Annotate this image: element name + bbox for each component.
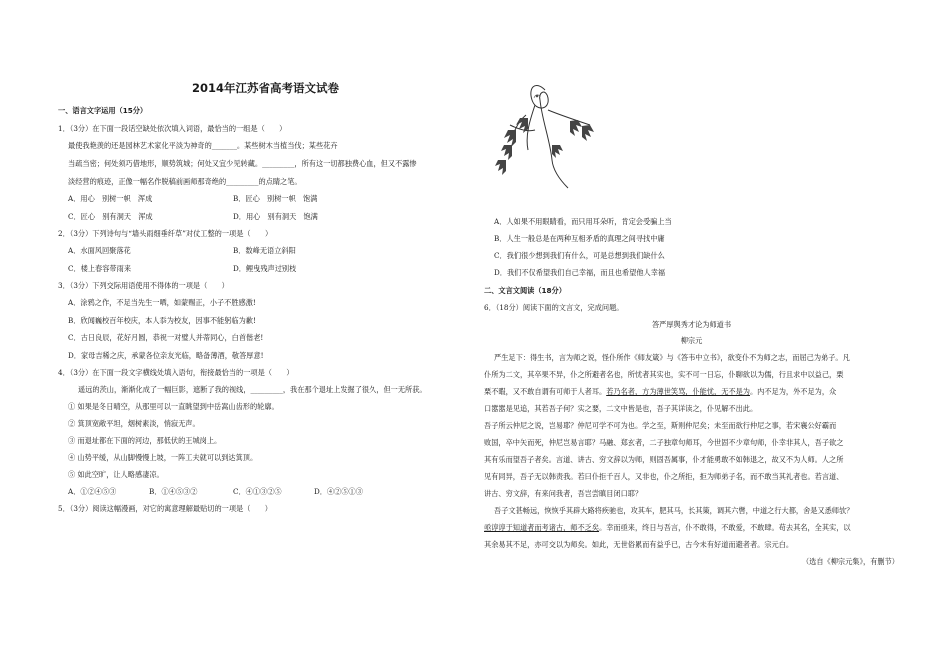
cartoon-illustration — [490, 70, 610, 200]
q1-option-a: A．用心 别树一帜 浑成 — [68, 194, 153, 203]
q2-option-c: C．楼上春容带雨来 — [68, 264, 132, 273]
q5-option-b: B．人生一般总是在两种互相矛盾的真理之间寻找中庸 — [494, 234, 665, 243]
q2-stem: 2．（3分）下列诗句与“墙头雨细垂纤草”对仗工整的一项是（ ） — [58, 229, 273, 238]
underlined-sentence: 若乃名者，方为薄世笑骂，仆能忧，无不是为 — [606, 387, 750, 396]
essay-line: 严生足下：得生书，言为师之说，怪仆所作《师友箴》与《答韦中立书》，欲变仆不为师之志，而屈己为弟子。凡 — [494, 353, 850, 362]
q1-passage-line: 淡经营的痕迹，正像一幅名作脱稿前画师那奇绝的_________的点睛之笔。 — [68, 177, 302, 186]
q1-stem: 1．（3分）在下面一段话空缺处依次填入词语，最恰当的一组是（ ） — [58, 124, 287, 133]
section2-heading: 二、文言文阅读（18分） — [484, 286, 566, 295]
q5-option-d: D．我们不仅希望我们自己幸福，而且也希望他人幸福 — [494, 268, 666, 277]
essay-line: 讲古、穷文辞，有来问我者，吾岂尝瞋目闭口耶？ — [484, 489, 643, 498]
essay-line: 见有同异，吾子无以韩责我。若曰仆拒千百人，又非也，仆之所拒，拒为师弟子名，而不敢当其礼者也。若言道、 — [484, 472, 844, 481]
q4-option-a: A．①②④⑤③ — [68, 487, 117, 496]
essay-line: 口嚣嚣是见追，其若吾子何？实之要，二文中皆是也，吾子其详读之，仆见解不出此。 — [484, 404, 758, 413]
q3-option-c: C．古日良辰，花好月圆，恭祝一对璧人并蒂同心，白首偕老! — [68, 333, 264, 342]
q4-sentence: ② 箕顶宽敞平坦，烟树素淡，悄寂无声。 — [68, 419, 200, 428]
section1-heading: 一、语言文字运用（15分） — [58, 106, 148, 115]
q5-stem: 5．（3分）阅读这幅漫画，对它的寓意理解最贴切的一项是（ ） — [58, 504, 272, 513]
q4-option-b: B．①④⑤③② — [149, 487, 198, 496]
essay-line: 吾子文甚畅远，恢恢乎其辟大路将疾驰也，攻其车，肥其马，长其策，调其六辔，中道之行大都，舍是又悉师欤？ — [494, 506, 854, 515]
q1-passage-line: 最使我艳羡的还是园林艺术家化平淡为神奇的_______。某些树木当植当伐；某些花卉 — [68, 141, 338, 150]
q4-sentence: ⑤ 如此空旷，让人略感凄凉。 — [68, 470, 164, 479]
q4-sentence: ③ 而退址都在下面的河边，那低伏的王城岗上。 — [68, 436, 222, 445]
essay-source: （选自《柳宗元集》，有删节） — [801, 557, 899, 566]
q4-option-d: D．④②⑤①③ — [314, 487, 363, 496]
q2-option-d: D．鲤曳残声过别枝 — [233, 264, 297, 273]
underlined-sentence: 亟谆谆于知道者而考诸古，师不乏矣 — [484, 523, 600, 532]
essay-line: 吾子所云仲尼之说，岂易耶？仲尼可学不可为也。学之至，斯则仲尼矣；未至而欲行仲尼之事，若宋襄公好霸而 — [484, 421, 837, 430]
essay-author: 柳宗元 — [680, 336, 703, 345]
q4-option-c: C．④①③②⑤ — [233, 487, 282, 496]
q6-stem: 6．（18分）阅读下面的文言文，完成问题。 — [484, 303, 624, 312]
essay-line: 其有乐而望吾子者矣。言道、讲古、穷文辞以为师，则固吾属事，仆才能勇敢不如韩退之，故又不为人师。人之所 — [484, 455, 844, 464]
essay-title: 答严厚舆秀才论为师道书 — [651, 320, 732, 329]
q4-passage: 遥远的茨山，渐渐化成了一幅巨影，遮断了我的视线，_________，我在那个退址上发掘了很久，但一无所获。 — [78, 385, 427, 394]
q2-option-b: B．数峰无语立斜阳 — [233, 246, 296, 255]
q1-option-d: D．用心 别有洞天 饱满 — [233, 212, 318, 221]
q3-option-b: B．欣闻巍校百年校庆，本人忝为校友，因事不能躬临为歉! — [68, 316, 256, 325]
q5-option-a: A．人如果不用眼睛看，而只用耳朵听，肯定会受骗上当 — [494, 217, 672, 226]
q4-sentence: ① 如果是冬日晴空，从那里可以一直眺望到中岳嵩山齿形的轮廓。 — [68, 402, 279, 411]
q1-option-b: B．匠心 别树一帜 饱满 — [233, 194, 318, 203]
essay-line — [484, 523, 851, 532]
essay-line: 败国，卒中矢而死，仲尼岂易言耶？马融、郑玄者，二子独章句师耳，今世固不少章句师，仆幸非其人，吾子欲之 — [484, 438, 844, 447]
q1-passage-line: 当疏当密；何处须巧借地形，顺势筑城；何处又宜少见转藏。_________，所有这一切都独费心血，但又不露惨 — [68, 159, 417, 168]
essay-text: 。内不足为，外不足为，众 — [749, 387, 837, 396]
q1-option-c: C．匠心 别有洞天 浑成 — [68, 212, 153, 221]
q5-option-c: C．我们很少想到我们有什么，可是总想到我们缺什么 — [494, 251, 665, 260]
q3-option-d: D．家母吉稀之庆，承蒙各位亲友光临，略备薄酒，敬答厚意! — [68, 351, 264, 360]
q2-option-a: A．水面风回聚落花 — [68, 246, 131, 255]
q4-sentence: ④ 山势平缓，从山脚慢慢上坡，一阵工夫就可以到达箕顶。 — [68, 453, 258, 462]
q3-option-a: A．涂鸦之作，不足当先生一哂，如蒙赐正，小子不胜感激! — [68, 298, 256, 307]
page-title: 2014年江苏省高考语文试卷 — [191, 81, 339, 95]
essay-text: 栗不暇，又不敢自谓有可师于人者耳。 — [484, 387, 607, 396]
essay-line: 仆所为二文，其卒果不异，仆之所避者名也，所忧者其实也，实不可一日忘，仆聊欲以为儒，行且求中以益己，栗 — [484, 370, 844, 379]
q3-stem: 3．（3分）下列交际用语使用不得体的一项是（ ） — [58, 281, 229, 290]
essay-line: 其余易其不足，亦可交以为师矣。如此，无世俗累而有益乎已，古今未有好道而避者者。宗元白。 — [484, 540, 794, 549]
essay-text: 。幸而亟来，终日与吾言，仆不敢得，不敢爱，不敢肆。苟去其名，全其实，以 — [599, 523, 851, 532]
q4-stem: 4．（3分）在下面一段文字横线处填入语句，衔接最恰当的一项是（ ） — [58, 368, 294, 377]
essay-line — [484, 387, 836, 396]
